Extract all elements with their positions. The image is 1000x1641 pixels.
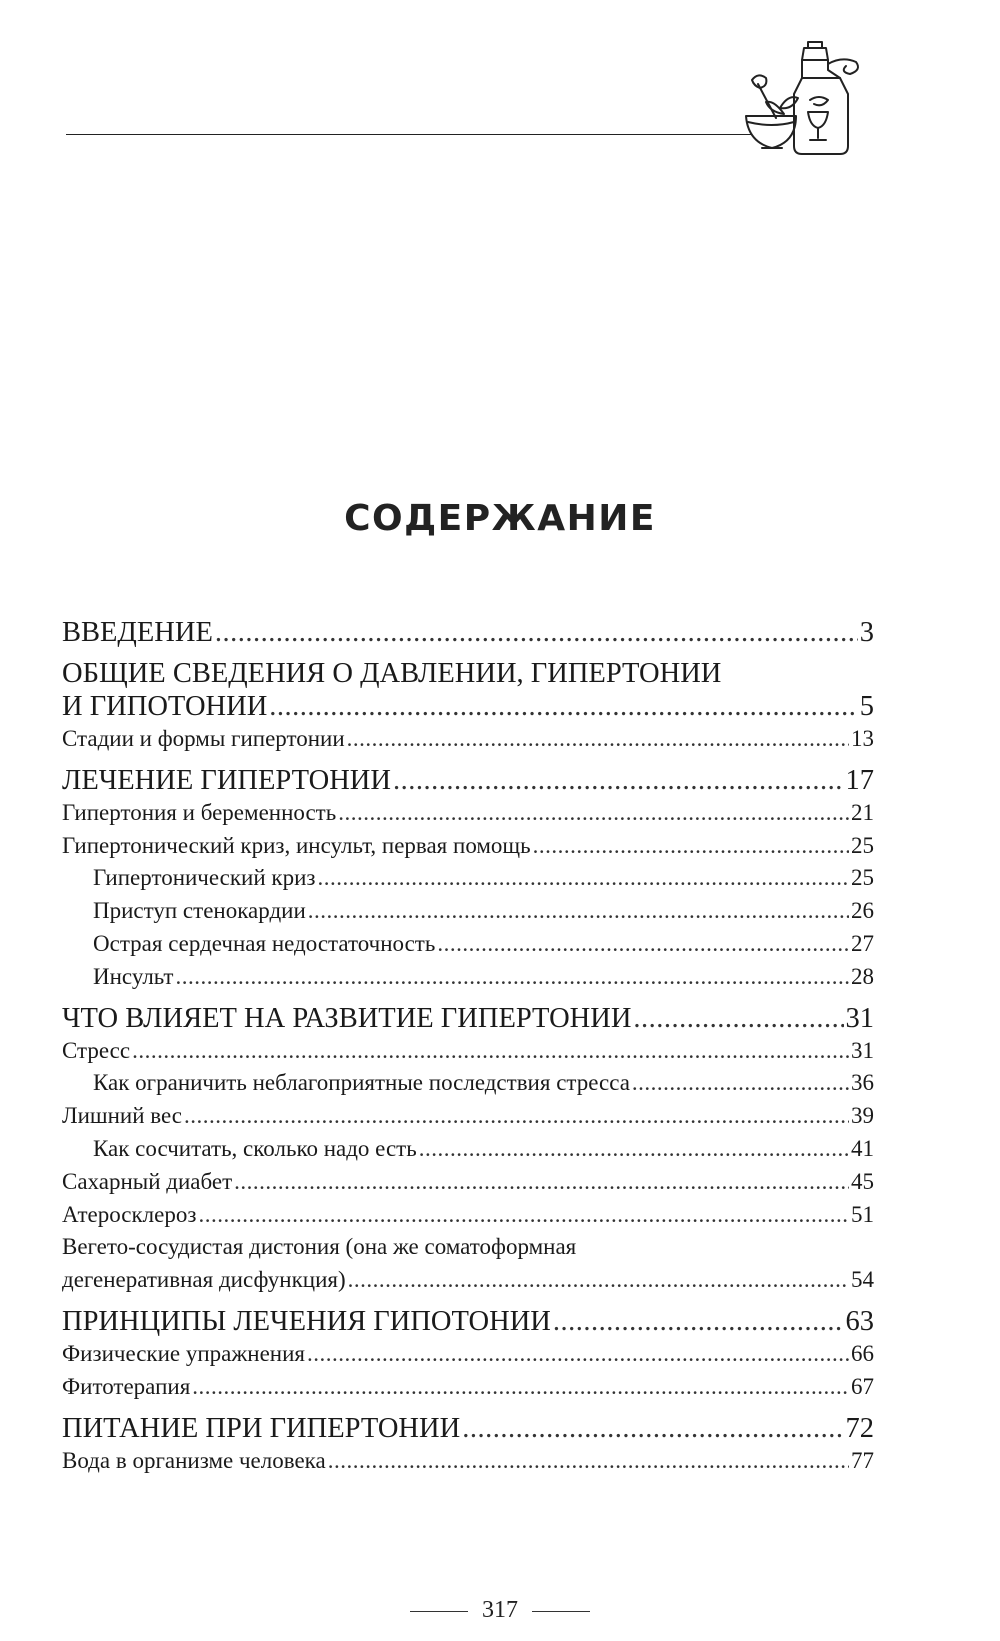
toc-entry[interactable]: [62, 723, 874, 756]
page-number-dash-left: [410, 1611, 468, 1612]
dot-leader: [347, 723, 849, 756]
toc-entry-label: И ГИПОТОНИИ: [62, 691, 268, 722]
toc-entry-page: 36: [851, 1070, 874, 1096]
toc-entry-page: 63: [845, 1305, 874, 1337]
toc-entry[interactable]: [62, 895, 874, 928]
toc-entry-label: Как ограничить неблагоприятные последствия стресса: [93, 1070, 630, 1096]
mortar-and-pharmacy-bottle-icon: [744, 38, 894, 164]
page-number: [0, 1597, 1000, 1624]
toc-entry[interactable]: [62, 1100, 874, 1133]
dot-leader: [633, 1002, 843, 1035]
dot-leader: [328, 1445, 849, 1478]
toc-entry-label: Вода в организме человека: [62, 1447, 326, 1473]
toc-entry[interactable]: [62, 1338, 874, 1371]
toc-entry[interactable]: [62, 1166, 874, 1199]
toc-entry[interactable]: [62, 1002, 874, 1035]
header-rule: [66, 134, 752, 135]
dot-leader: [553, 1305, 844, 1338]
toc-entry[interactable]: [62, 961, 874, 994]
toc-entry-page: 26: [851, 898, 874, 924]
toc-entry-page: 13: [851, 726, 874, 751]
toc-entry[interactable]: [62, 862, 874, 895]
toc-entry-label: Гипертония и беременность: [62, 799, 337, 825]
toc-entry-label: Как сосчитать, сколько надо есть: [93, 1135, 417, 1161]
dot-leader: [393, 764, 844, 797]
toc-entry-page: 21: [851, 799, 874, 825]
toc-entry-label: ВВЕДЕНИЕ: [62, 617, 213, 648]
toc-entry-page: 72: [845, 1412, 874, 1444]
toc-entry[interactable]: [62, 616, 874, 649]
dot-leader: [317, 862, 849, 895]
toc-entry-page: 25: [851, 832, 874, 858]
toc-entry-label: Гипертонический криз, инсульт, первая помощь: [62, 832, 531, 858]
toc-entry[interactable]: [62, 1305, 874, 1338]
toc-entry[interactable]: [62, 1371, 874, 1404]
toc-entry-page: 31: [845, 1002, 874, 1034]
toc-entry[interactable]: [62, 1231, 874, 1297]
dot-leader: [307, 1338, 849, 1371]
toc-entry[interactable]: [62, 1199, 874, 1232]
toc-entry-label: Острая сердечная недостаточность: [93, 930, 436, 956]
toc-entry[interactable]: [62, 797, 874, 830]
toc-title: СОДЕРЖАНИЕ: [344, 498, 656, 539]
toc-entry-label-line1: ОБЩИЕ СВЕДЕНИЯ О ДАВЛЕНИИ, ГИПЕРТОНИИ: [62, 658, 722, 689]
toc-entry[interactable]: [62, 1035, 874, 1068]
toc-entry-page: 5: [859, 691, 874, 722]
toc-entry-page: 39: [851, 1103, 874, 1129]
dot-leader: [419, 1133, 849, 1166]
toc-entry-label: Сахарный диабет: [62, 1168, 233, 1194]
toc-entry[interactable]: [62, 764, 874, 797]
toc-entry-page: 41: [851, 1135, 874, 1161]
toc-entry-label: Атеросклероз: [62, 1201, 197, 1227]
dot-leader: [198, 1199, 849, 1232]
toc-entry-label: Гипертонический криз: [93, 865, 316, 891]
toc-entry-page: 77: [851, 1447, 874, 1473]
dot-leader: [308, 895, 849, 928]
toc-entry-label: дегенеративная дисфункция): [62, 1267, 346, 1293]
dot-leader: [269, 690, 857, 723]
dot-leader: [533, 830, 849, 863]
toc-entry-page: 25: [851, 865, 874, 891]
toc-entry[interactable]: [62, 1067, 874, 1100]
toc-entry-page: 17: [845, 764, 874, 796]
table-of-contents: [62, 616, 874, 1477]
page-number-value: 317: [482, 1597, 518, 1623]
dot-leader: [632, 1067, 849, 1100]
toc-entry-label: Инсульт: [93, 963, 174, 989]
toc-entry-page: 3: [859, 617, 874, 648]
dot-leader: [132, 1035, 849, 1068]
toc-entry-label: Стадии и формы гипертонии: [62, 726, 345, 751]
toc-entry-label: Фитотерапия: [62, 1373, 191, 1399]
toc-entry-label: ЧТО ВЛИЯЕТ НА РАЗВИТИЕ ГИПЕРТОНИИ: [62, 1002, 632, 1034]
toc-entry-page: 28: [851, 963, 874, 989]
toc-entry[interactable]: [62, 1445, 874, 1478]
toc-entry-page: 51: [851, 1201, 874, 1227]
toc-entry-label: Лишний вес: [62, 1103, 183, 1129]
toc-entry-page: 27: [851, 930, 874, 956]
dot-leader: [234, 1166, 849, 1199]
toc-entry-label: ПИТАНИЕ ПРИ ГИПЕРТОНИИ: [62, 1412, 461, 1444]
toc-entry[interactable]: [62, 1412, 874, 1445]
toc-entry-page: 31: [851, 1037, 874, 1063]
toc-entry-label: ПРИНЦИПЫ ЛЕЧЕНИЯ ГИПОТОНИИ: [62, 1305, 551, 1337]
page-number-dash-right: [532, 1611, 590, 1612]
dot-leader: [348, 1264, 849, 1297]
dot-leader: [338, 797, 849, 830]
toc-entry-page: 45: [851, 1168, 874, 1194]
toc-entry-label: Физические упражнения: [62, 1340, 305, 1366]
toc-entry-page: 54: [851, 1267, 874, 1293]
dot-leader: [437, 928, 849, 961]
dot-leader: [184, 1100, 849, 1133]
toc-entry[interactable]: [62, 1133, 874, 1166]
dot-leader: [192, 1371, 849, 1404]
dot-leader: [175, 961, 849, 994]
toc-entry-label-line1: Вегето-сосудистая дистония (она же соматоформная: [62, 1234, 577, 1260]
dot-leader: [215, 616, 858, 649]
toc-entry[interactable]: [62, 928, 874, 961]
dot-leader: [462, 1412, 843, 1445]
toc-entry-label: ЛЕЧЕНИЕ ГИПЕРТОНИИ: [62, 764, 391, 796]
toc-entry[interactable]: [62, 830, 874, 863]
toc-entry-page: 67: [851, 1373, 874, 1399]
toc-entry-label: Приступ стенокардии: [93, 898, 306, 924]
toc-entry-label: Стресс: [62, 1037, 131, 1063]
toc-entry-page: 66: [851, 1340, 874, 1366]
toc-entry[interactable]: [62, 657, 874, 723]
